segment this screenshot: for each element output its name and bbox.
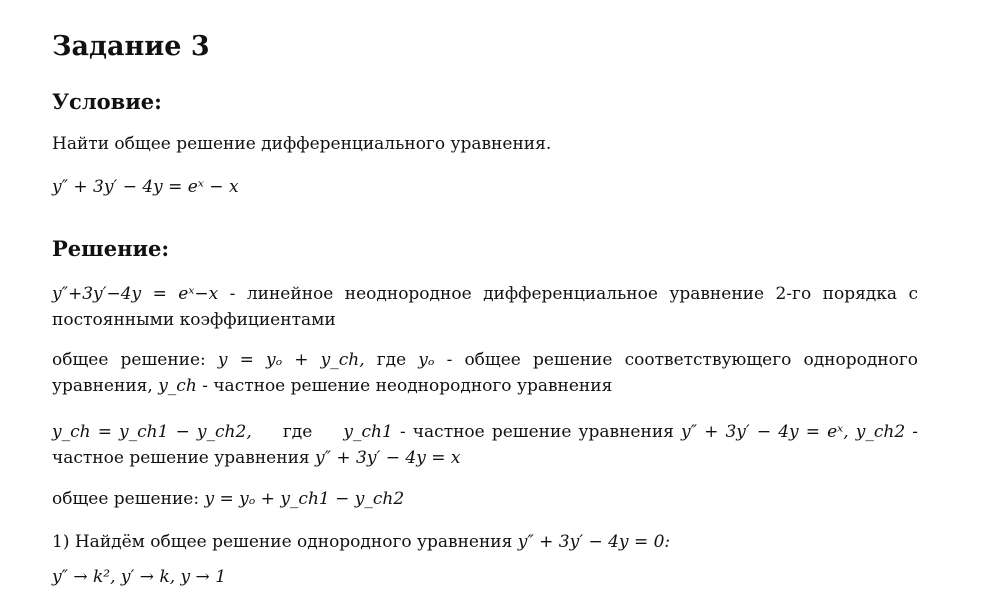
- symbol-ych2: y_ch2: [855, 422, 906, 442]
- equation-inline: y = yₒ + y_ch,: [217, 350, 365, 370]
- equation-inline: y″ + 3y′ − 4y = 0:: [517, 532, 671, 552]
- solution-paragraph-1: [52, 281, 918, 333]
- equation-inline: y = yₒ + y_ch1 − y_ch2: [204, 489, 405, 509]
- lead-text: общее решение:: [52, 350, 206, 370]
- where-word: где: [282, 422, 313, 442]
- lead-text: общее решение:: [52, 489, 200, 509]
- equation-inline: y_ch = y_ch1 − y_ch2,: [52, 422, 252, 442]
- symbol-ych1: y_ch1: [343, 422, 393, 442]
- solution-paragraph-4: [52, 486, 918, 512]
- paragraph-text: - частное решение неоднородного уравнения: [202, 376, 613, 396]
- paragraph-text: - общее решение соответствующего однородного уравнения,: [52, 350, 919, 396]
- paragraph-text: 1) Найдём общее решение однородного уравнения: [52, 532, 513, 552]
- condition-heading: Условие:: [52, 89, 162, 114]
- equation-inline: y″ + 3y′ − 4y = eˣ,: [681, 422, 849, 442]
- paragraph-text: - линейное неоднородное дифференциальное уравнение 2-го порядка с постоянными коэффициентами: [52, 284, 918, 330]
- symbol-ych: y_ch: [158, 376, 197, 396]
- symbol-yo: yₒ: [418, 350, 435, 370]
- equation-inline: y″+3y′−4y = eˣ−x: [52, 284, 219, 304]
- condition-text: Найти общее решение дифференциального уравнения.: [52, 134, 552, 154]
- condition-equation: y″ + 3y′ − 4y = eˣ − x: [52, 177, 239, 197]
- solution-paragraph-2: [52, 347, 918, 399]
- equation-inline: y″ + 3y′ − 4y = x: [315, 448, 461, 468]
- where-word: где: [376, 350, 407, 370]
- paragraph-text: - частное решение уравнения: [52, 422, 919, 468]
- solution-heading: Решение:: [52, 236, 170, 261]
- paragraph-text: - частное решение уравнения: [399, 422, 674, 442]
- solution-paragraph-5: [52, 529, 918, 555]
- solution-paragraph-3: [52, 419, 918, 471]
- task-title: Задание 3: [52, 31, 210, 62]
- solution-paragraph-6-partial: y″ → k², y′ → k, y → 1: [52, 567, 227, 587]
